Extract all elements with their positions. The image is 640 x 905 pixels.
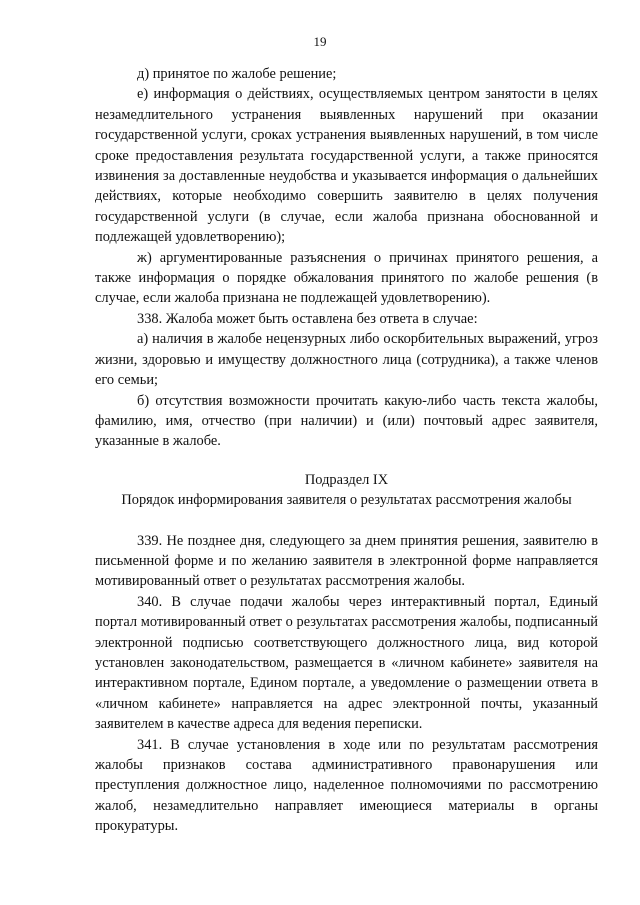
page-number: 19 [313, 34, 327, 49]
list-item-b: б) отсутствия возможности прочитать какую-либо часть текста жалобы, фамилию, имя, отчество (при наличии) и (или) почтовый адрес заявителя, указанные в жалобе. [95, 392, 598, 450]
list-item-a: а) наличия в жалобе нецензурных либо оскорбительных выражений, угроз жизни, здоровью и имуществу должностного лица (сотрудника), а также членов его семьи; [95, 331, 598, 389]
subsection-subtitle: Порядок информирования заявителя о результатах рассмотрения жалобы [121, 492, 572, 509]
list-item-zh: ж) аргументированные разъяснения о причинах принятого решения, а также информация о порядке обжалования принятого по жалобе решения (в случае, если жалоба признана не подлежащей удовлетворению). [95, 249, 598, 307]
clause-341: 341. В случае установления в ходе или по результатам рассмотрения жалобы признаков состава административного правонарушения или преступления должностное лицо, наделенное полномочиями по рассмотрению жалоб, незамедлительно направляет имеющиеся материалы в органы прокуратуры. [95, 736, 598, 835]
clause-339: 339. Не позднее дня, следующего за днем принятия решения, заявителю в письменной форме и по желанию заявителя в электронной форме направляется мотивированный ответ о результатах рассмотрения жалобы. [95, 532, 598, 590]
list-item-e: е) информация о действиях, осуществляемых центром занятости в целях незамедлительного устранения выявленных нарушений при оказании государственной услуги, сроках устранения выявленных нарушений, в том числе сроке предоставления результата государственной услуги, а также приносятся извинения за доставленные неудобства и указывается информация о дальнейших действиях, которые необходимо совершить заявителю в целях получения государственной услуги (в случае, если жалоба признана обоснованной и подлежащей удовлетворению); [95, 86, 598, 246]
clause-338: 338. Жалоба может быть оставлена без ответа в случае: [137, 310, 478, 327]
page-content [95, 64, 598, 837]
list-item-d: д) принятое по жалобе решение; [137, 66, 337, 82]
subsection-title: Подраздел IX [304, 471, 389, 488]
clause-340: 340. В случае подачи жалобы через интерактивный портал, Единый портал мотивированный ответ о результатах рассмотрения жалобы, подписанный электронной подписью соответствующего должностного лица, вид которой установлен законодательством, размещается в «личном кабинете» заявителя на интерактивном портале, Едином портале, а уведомление о размещении ответа в «личном кабинете» направляется на адрес электронной почты, указанный заявителем в качестве адреса для ведения переписки. [95, 593, 598, 733]
